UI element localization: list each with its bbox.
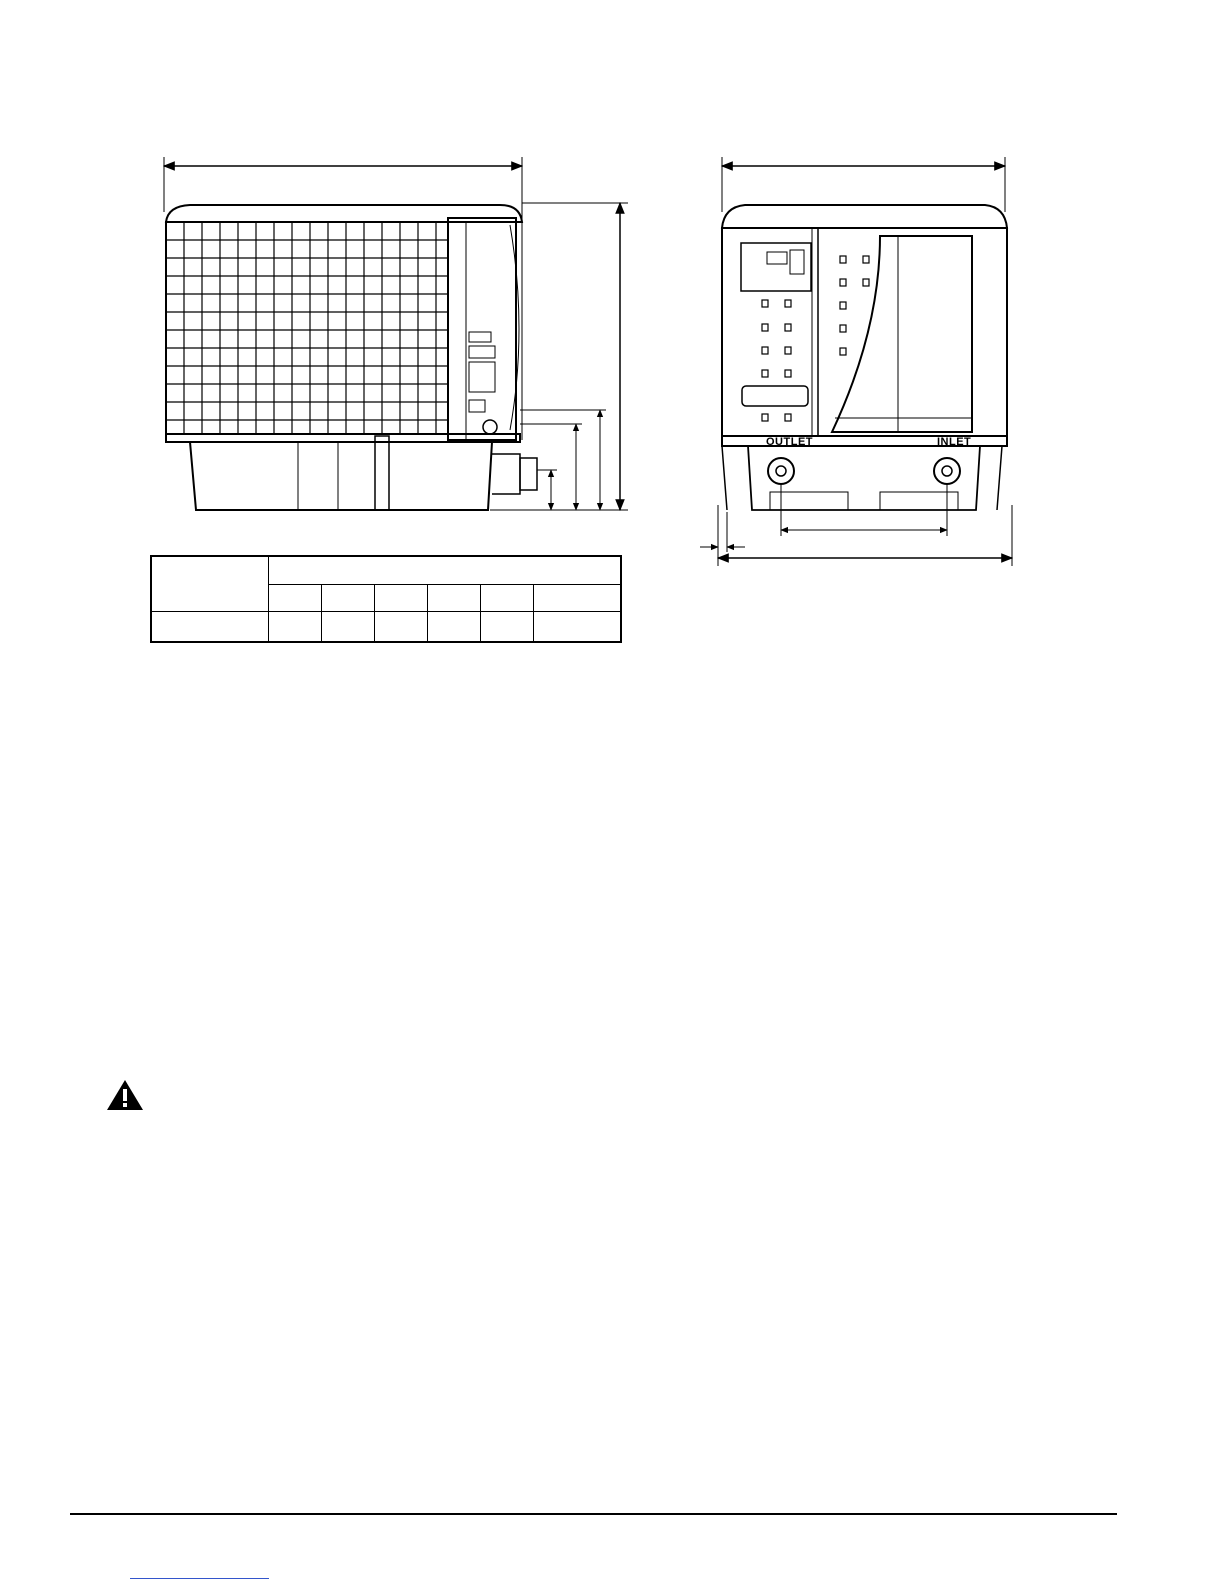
table-cell xyxy=(322,584,375,611)
inlet-label: INLET xyxy=(937,436,972,448)
brand-plate xyxy=(742,386,808,406)
outlet-connection-icon xyxy=(768,458,794,484)
table-header-model-cell xyxy=(151,556,269,611)
side-fitting-icon xyxy=(483,420,497,434)
warning-triangle-icon xyxy=(107,1080,143,1110)
side-grille-mesh xyxy=(166,222,448,434)
table-cell xyxy=(428,584,481,611)
footer-rule xyxy=(70,1513,1117,1515)
side-end-panel xyxy=(448,218,516,440)
table-cell xyxy=(322,611,375,642)
table-cell xyxy=(534,584,622,611)
table-row xyxy=(151,556,621,584)
table-cell xyxy=(269,584,322,611)
display-icon xyxy=(767,252,787,264)
table-cell xyxy=(375,584,428,611)
table-cell xyxy=(481,611,534,642)
side-view xyxy=(164,157,628,510)
dimension-table xyxy=(150,555,622,643)
footer-link-underline[interactable] xyxy=(130,1578,269,1579)
access-door xyxy=(832,236,972,432)
front-cabinet xyxy=(722,228,1007,436)
table-cell xyxy=(375,611,428,642)
front-view xyxy=(700,157,1012,566)
table-header-dimensions-cell xyxy=(269,556,622,584)
table-row xyxy=(151,611,621,642)
table-cell xyxy=(269,611,322,642)
table-cell xyxy=(481,584,534,611)
outlet-label: OUTLET xyxy=(766,436,813,448)
inlet-connection-icon xyxy=(934,458,960,484)
table-cell xyxy=(428,611,481,642)
table-cell xyxy=(151,611,269,642)
table-cell xyxy=(534,611,622,642)
